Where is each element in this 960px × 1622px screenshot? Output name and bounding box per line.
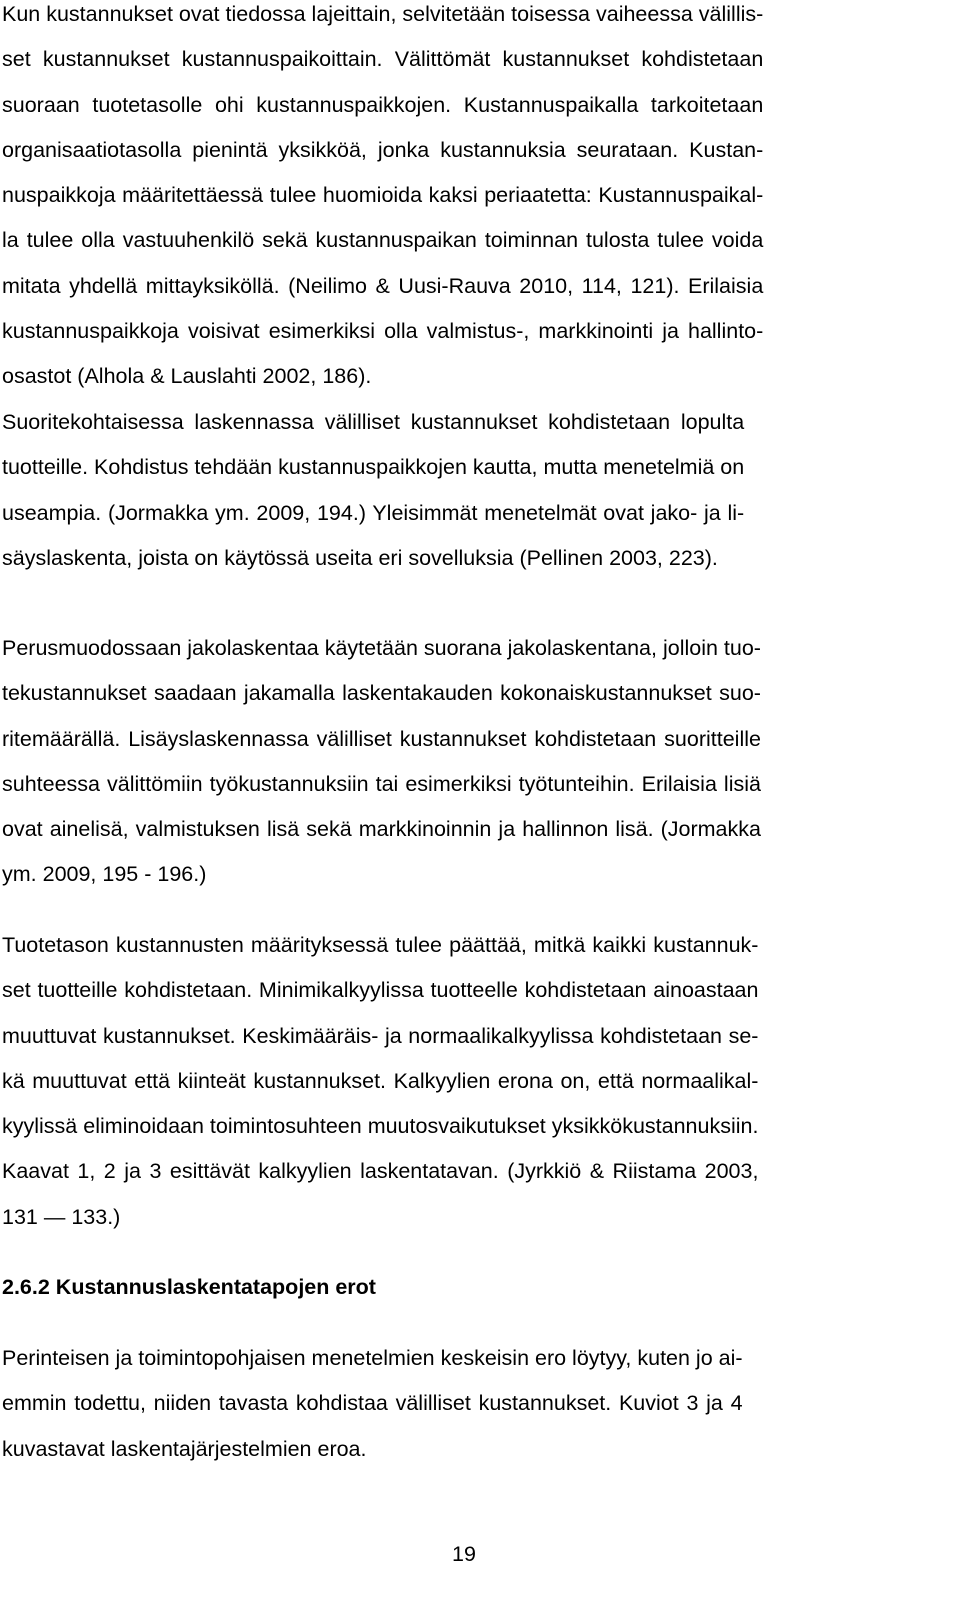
paragraph-cost-centers bbox=[2, 0, 763, 400]
text-line: organisaatiotasolla pienintä yksikköä, jonka kustannuksia seurataan. Kustan- bbox=[2, 137, 764, 162]
section-heading: 2.6.2 Kustannuslaskentatapojen erot bbox=[2, 1275, 376, 1299]
text-line: Kun kustannukset ovat tiedossa lajeittain, selvitetään toisessa vaiheessa välillis- bbox=[2, 2, 764, 26]
text-line: muuttuvat kustannukset. Keskimääräis- ja normaalikalkyylissa kohdistetaan se- bbox=[2, 1023, 759, 1048]
text-line: kyylissä eliminoidaan toimintosuhteen muutosvaikutukset yksikkökustannuksiin. bbox=[2, 1114, 759, 1139]
text-line: suoraan tuotetasolle ohi kustannuspaikkojen. Kustannuspaikalla tarkoitetaan bbox=[2, 92, 764, 117]
text-line: useampia. (Jormakka ym. 2009, 194.) Yleisimmät menetelmät ovat jako- ja li- bbox=[2, 500, 745, 525]
text-line: Kaavat 1, 2 ja 3 esittävät kalkyylien laskentatavan. (Jyrkkiö & Riistama 2003, bbox=[2, 1159, 759, 1184]
text-line: ovat ainelisä, valmistuksen lisä sekä markkinoinnin ja hallinnon lisä. (Jormakka bbox=[2, 817, 761, 842]
text-line: Suoritekohtaisessa laskennassa välilliset kustannukset kohdistetaan lopulta bbox=[2, 410, 745, 434]
text-line: kä muuttuvat että kiinteät kustannukset. Kalkyylien erona on, että normaalikal- bbox=[2, 1068, 759, 1093]
text-line: 131 — 133.) bbox=[2, 1204, 121, 1229]
text-line: set tuotteille kohdistetaan. Minimikalkyylissa tuotteelle kohdistetaan ainoastaan bbox=[2, 978, 759, 1003]
paragraph-method-differences bbox=[2, 1336, 743, 1472]
text-line: tuotteille. Kohdistus tehdään kustannuspaikkojen kautta, mutta menetelmiä on bbox=[2, 455, 745, 480]
text-line: ritemäärällä. Lisäyslaskennassa välilliset kustannukset kohdistetaan suoritteille bbox=[2, 726, 761, 751]
text-line: kustannuspaikkoja voisivat esimerkiksi olla valmistus-, markkinointi ja hallinto- bbox=[2, 319, 764, 344]
text-line: kuvastavat laskentajärjestelmien eroa. bbox=[2, 1436, 367, 1461]
paragraph-product-level-costs bbox=[2, 923, 758, 1240]
text-line: mitata yhdellä mittayksiköllä. (Neilimo & Uusi-Rauva 2010, 114, 121). Erilaisia bbox=[2, 273, 764, 298]
text-line: osastot (Alhola & Lauslahti 2002, 186). bbox=[2, 364, 372, 389]
text-line: tekustannukset saadaan jakamalla laskentakauden kokonaiskustannukset suo- bbox=[2, 681, 761, 706]
text-line: Perusmuodossaan jakolaskentaa käytetään suorana jakolaskentana, jolloin tuo- bbox=[2, 636, 761, 660]
text-line: emmin todettu, niiden tavasta kohdistaa välilliset kustannukset. Kuviot 3 ja 4 bbox=[2, 1391, 743, 1416]
text-line: la tulee olla vastuuhenkilö sekä kustannuspaikan toiminnan tulosta tulee voida bbox=[2, 228, 764, 253]
text-line: suhteessa välittömiin työkustannuksiin tai esimerkiksi työtunteihin. Erilaisia lisiä bbox=[2, 771, 761, 796]
paragraph-product-costing bbox=[2, 400, 744, 581]
text-line: ym. 2009, 195 - 196.) bbox=[2, 862, 207, 887]
page-number: 19 bbox=[452, 1542, 476, 1566]
paragraph-division-costing bbox=[2, 626, 761, 898]
text-line: set kustannukset kustannuspaikoittain. Välittömät kustannukset kohdistetaan bbox=[2, 47, 764, 72]
text-line: säyslaskenta, joista on käytössä useita eri sovelluksia (Pellinen 2003, 223). bbox=[2, 545, 718, 570]
text-line: Tuotetason kustannusten määrityksessä tulee päättää, mitkä kaikki kustannuk- bbox=[2, 933, 759, 957]
text-line: nuspaikkoja määritettäessä tulee huomioida kaksi periaatetta: Kustannuspaikal- bbox=[2, 183, 764, 208]
text-line: Perinteisen ja toimintopohjaisen menetelmien keskeisin ero löytyy, kuten jo ai- bbox=[2, 1346, 743, 1370]
